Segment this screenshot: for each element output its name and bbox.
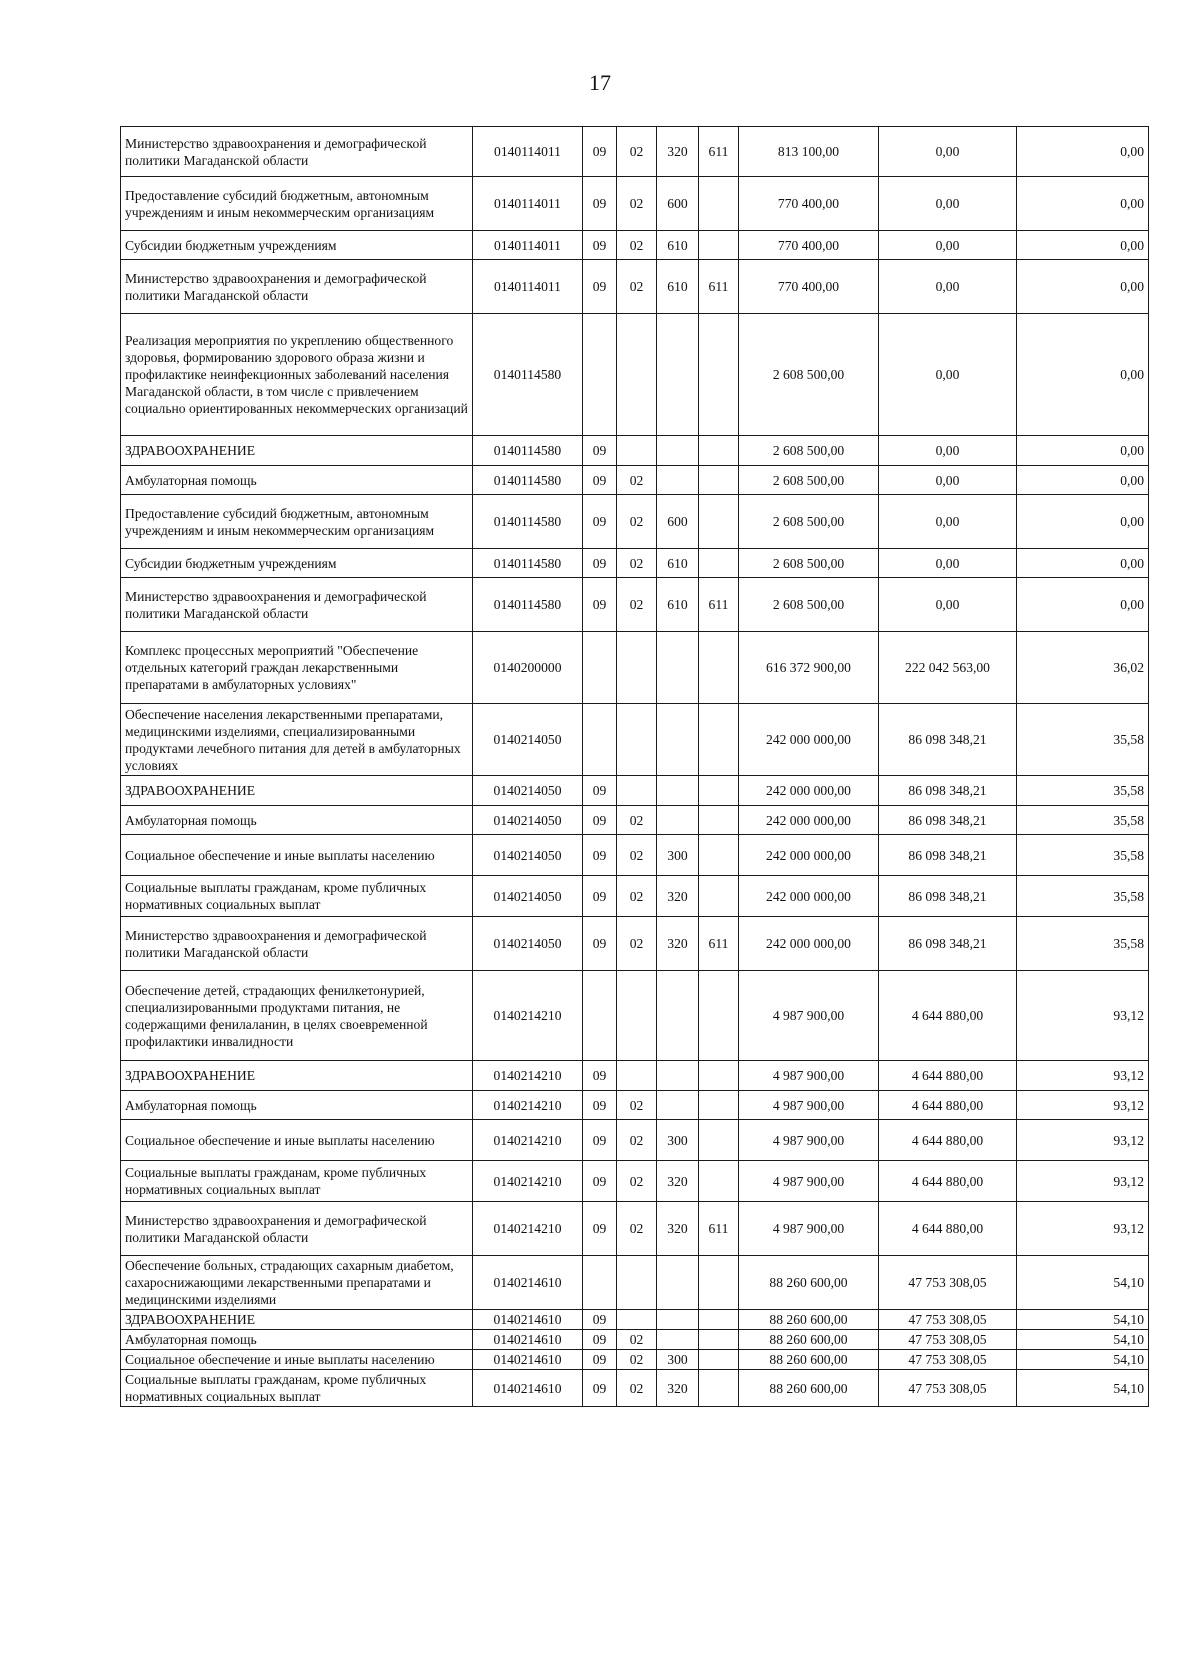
row-grbs	[699, 436, 739, 466]
row-section: 09	[583, 578, 617, 632]
table-row	[121, 231, 1149, 260]
row-planned-amount: 242 000 000,00	[739, 917, 879, 971]
row-target-code: 0140114580	[473, 495, 583, 549]
table-row	[121, 1350, 1149, 1370]
row-grbs	[699, 806, 739, 835]
row-execution-percent: 35,58	[1017, 917, 1149, 971]
row-target-code: 0140214610	[473, 1256, 583, 1310]
row-target-code: 0140114011	[473, 177, 583, 231]
table-row	[121, 549, 1149, 578]
row-expenditure-type: 300	[657, 1350, 699, 1370]
row-execution-percent: 93,12	[1017, 1161, 1149, 1202]
table-row	[121, 1120, 1149, 1161]
row-planned-amount: 88 260 600,00	[739, 1256, 879, 1310]
row-execution-percent: 0,00	[1017, 436, 1149, 466]
row-execution-percent: 54,10	[1017, 1350, 1149, 1370]
row-expenditure-type: 320	[657, 1161, 699, 1202]
row-subsection: 02	[617, 177, 657, 231]
row-executed-amount: 0,00	[879, 495, 1017, 549]
row-executed-amount: 4 644 880,00	[879, 1202, 1017, 1256]
row-grbs: 611	[699, 260, 739, 314]
row-execution-percent: 0,00	[1017, 260, 1149, 314]
row-execution-percent: 54,10	[1017, 1310, 1149, 1330]
table-row	[121, 436, 1149, 466]
row-expenditure-type: 600	[657, 177, 699, 231]
row-subsection: 02	[617, 876, 657, 917]
row-planned-amount: 2 608 500,00	[739, 495, 879, 549]
row-planned-amount: 4 987 900,00	[739, 1061, 879, 1091]
row-expenditure-type: 610	[657, 578, 699, 632]
row-target-code: 0140214210	[473, 971, 583, 1061]
row-execution-percent: 93,12	[1017, 971, 1149, 1061]
row-name: Министерство здравоохранения и демографической политики Магаданской области	[121, 260, 473, 314]
row-expenditure-type: 320	[657, 876, 699, 917]
row-planned-amount: 242 000 000,00	[739, 876, 879, 917]
row-subsection: 02	[617, 1350, 657, 1370]
row-planned-amount: 88 260 600,00	[739, 1370, 879, 1407]
row-subsection: 02	[617, 835, 657, 876]
row-section: 09	[583, 1330, 617, 1350]
row-planned-amount: 88 260 600,00	[739, 1310, 879, 1330]
row-grbs	[699, 549, 739, 578]
row-target-code: 0140214610	[473, 1330, 583, 1350]
row-name: Амбулаторная помощь	[121, 806, 473, 835]
row-section	[583, 314, 617, 436]
table-row	[121, 495, 1149, 549]
row-execution-percent: 93,12	[1017, 1061, 1149, 1091]
table-row	[121, 917, 1149, 971]
table-row	[121, 876, 1149, 917]
row-subsection: 02	[617, 917, 657, 971]
row-expenditure-type	[657, 1061, 699, 1091]
budget-table	[120, 126, 1149, 1407]
row-execution-percent: 0,00	[1017, 466, 1149, 495]
row-execution-percent: 0,00	[1017, 177, 1149, 231]
row-planned-amount: 88 260 600,00	[739, 1350, 879, 1370]
row-grbs	[699, 1061, 739, 1091]
row-grbs	[699, 1350, 739, 1370]
row-executed-amount: 0,00	[879, 314, 1017, 436]
row-executed-amount: 47 753 308,05	[879, 1370, 1017, 1407]
row-expenditure-type: 300	[657, 835, 699, 876]
row-subsection: 02	[617, 466, 657, 495]
row-target-code: 0140214210	[473, 1161, 583, 1202]
row-section: 09	[583, 1202, 617, 1256]
row-name: Министерство здравоохранения и демографической политики Магаданской области	[121, 917, 473, 971]
row-subsection: 02	[617, 231, 657, 260]
row-grbs	[699, 231, 739, 260]
row-planned-amount: 242 000 000,00	[739, 835, 879, 876]
row-executed-amount: 47 753 308,05	[879, 1350, 1017, 1370]
row-name: Министерство здравоохранения и демографической политики Магаданской области	[121, 1202, 473, 1256]
row-executed-amount: 86 098 348,21	[879, 917, 1017, 971]
row-name: Комплекс процессных мероприятий "Обеспечение отдельных категорий граждан лекарственными препаратами в амбулаторных условиях"	[121, 632, 473, 704]
row-grbs	[699, 1370, 739, 1407]
row-subsection	[617, 1310, 657, 1330]
row-expenditure-type	[657, 1330, 699, 1350]
row-executed-amount: 0,00	[879, 231, 1017, 260]
row-name: ЗДРАВООХРАНЕНИЕ	[121, 776, 473, 806]
row-target-code: 0140214050	[473, 917, 583, 971]
row-name: ЗДРАВООХРАНЕНИЕ	[121, 436, 473, 466]
row-executed-amount: 86 098 348,21	[879, 806, 1017, 835]
row-section: 09	[583, 436, 617, 466]
row-section: 09	[583, 776, 617, 806]
row-executed-amount: 4 644 880,00	[879, 1061, 1017, 1091]
row-executed-amount: 4 644 880,00	[879, 1161, 1017, 1202]
table-row	[121, 1310, 1149, 1330]
budget-table-body	[121, 127, 1149, 1407]
row-name: Субсидии бюджетным учреждениям	[121, 231, 473, 260]
row-execution-percent: 54,10	[1017, 1330, 1149, 1350]
row-planned-amount: 242 000 000,00	[739, 806, 879, 835]
row-target-code: 0140114580	[473, 436, 583, 466]
row-expenditure-type: 600	[657, 495, 699, 549]
row-expenditure-type	[657, 1310, 699, 1330]
row-name: Амбулаторная помощь	[121, 1330, 473, 1350]
row-name: Социальные выплаты гражданам, кроме публичных нормативных социальных выплат	[121, 876, 473, 917]
row-execution-percent: 35,58	[1017, 806, 1149, 835]
row-section	[583, 971, 617, 1061]
row-subsection	[617, 632, 657, 704]
row-execution-percent: 35,58	[1017, 704, 1149, 776]
row-section: 09	[583, 1061, 617, 1091]
row-planned-amount: 88 260 600,00	[739, 1330, 879, 1350]
row-executed-amount: 4 644 880,00	[879, 1120, 1017, 1161]
row-expenditure-type	[657, 1256, 699, 1310]
row-executed-amount: 47 753 308,05	[879, 1256, 1017, 1310]
row-execution-percent: 54,10	[1017, 1370, 1149, 1407]
row-expenditure-type: 320	[657, 1202, 699, 1256]
row-subsection	[617, 436, 657, 466]
row-planned-amount: 770 400,00	[739, 177, 879, 231]
row-name: Амбулаторная помощь	[121, 1091, 473, 1120]
row-expenditure-type: 320	[657, 127, 699, 177]
row-subsection: 02	[617, 1120, 657, 1161]
row-expenditure-type	[657, 632, 699, 704]
row-subsection: 02	[617, 1370, 657, 1407]
table-row	[121, 314, 1149, 436]
row-grbs	[699, 466, 739, 495]
row-grbs	[699, 495, 739, 549]
table-row	[121, 466, 1149, 495]
row-planned-amount: 4 987 900,00	[739, 1161, 879, 1202]
row-target-code: 0140214610	[473, 1370, 583, 1407]
page-number: 17	[589, 70, 611, 95]
row-planned-amount: 4 987 900,00	[739, 971, 879, 1061]
row-execution-percent: 0,00	[1017, 127, 1149, 177]
row-target-code: 0140214050	[473, 835, 583, 876]
row-section: 09	[583, 1091, 617, 1120]
row-section: 09	[583, 917, 617, 971]
row-target-code: 0140214050	[473, 776, 583, 806]
row-grbs	[699, 704, 739, 776]
row-target-code: 0140114580	[473, 314, 583, 436]
row-name: ЗДРАВООХРАНЕНИЕ	[121, 1061, 473, 1091]
row-grbs	[699, 1310, 739, 1330]
row-grbs	[699, 971, 739, 1061]
row-executed-amount: 0,00	[879, 578, 1017, 632]
row-execution-percent: 35,58	[1017, 835, 1149, 876]
row-name: Субсидии бюджетным учреждениям	[121, 549, 473, 578]
row-subsection: 02	[617, 127, 657, 177]
row-planned-amount: 813 100,00	[739, 127, 879, 177]
table-row	[121, 127, 1149, 177]
row-planned-amount: 770 400,00	[739, 231, 879, 260]
row-expenditure-type	[657, 466, 699, 495]
row-subsection	[617, 1061, 657, 1091]
row-section: 09	[583, 495, 617, 549]
row-executed-amount: 222 042 563,00	[879, 632, 1017, 704]
row-subsection: 02	[617, 806, 657, 835]
row-section	[583, 704, 617, 776]
row-execution-percent: 54,10	[1017, 1256, 1149, 1310]
row-target-code: 0140114580	[473, 466, 583, 495]
row-planned-amount: 4 987 900,00	[739, 1120, 879, 1161]
row-target-code: 0140114580	[473, 578, 583, 632]
table-row	[121, 1370, 1149, 1407]
row-planned-amount: 242 000 000,00	[739, 776, 879, 806]
row-name: Министерство здравоохранения и демографической политики Магаданской области	[121, 578, 473, 632]
row-subsection	[617, 776, 657, 806]
row-section: 09	[583, 1120, 617, 1161]
table-row	[121, 260, 1149, 314]
row-target-code: 0140214210	[473, 1120, 583, 1161]
table-row	[121, 1330, 1149, 1350]
row-planned-amount: 770 400,00	[739, 260, 879, 314]
row-section: 09	[583, 260, 617, 314]
row-name: ЗДРАВООХРАНЕНИЕ	[121, 1310, 473, 1330]
row-executed-amount: 86 098 348,21	[879, 835, 1017, 876]
row-target-code: 0140214610	[473, 1350, 583, 1370]
row-executed-amount: 0,00	[879, 466, 1017, 495]
row-section: 09	[583, 127, 617, 177]
row-execution-percent: 0,00	[1017, 495, 1149, 549]
table-row	[121, 1091, 1149, 1120]
table-row	[121, 835, 1149, 876]
row-planned-amount: 2 608 500,00	[739, 314, 879, 436]
row-executed-amount: 47 753 308,05	[879, 1310, 1017, 1330]
row-target-code: 0140114011	[473, 127, 583, 177]
row-grbs	[699, 314, 739, 436]
row-grbs	[699, 177, 739, 231]
row-section: 09	[583, 1370, 617, 1407]
row-subsection: 02	[617, 260, 657, 314]
row-expenditure-type	[657, 704, 699, 776]
row-grbs	[699, 835, 739, 876]
row-subsection: 02	[617, 1091, 657, 1120]
row-name: Обеспечение больных, страдающих сахарным диабетом, сахароснижающими лекарственными препаратами и медицинскими изделиями	[121, 1256, 473, 1310]
table-row	[121, 1256, 1149, 1310]
row-target-code: 0140214050	[473, 806, 583, 835]
row-section: 09	[583, 231, 617, 260]
row-name: Предоставление субсидий бюджетным, автономным учреждениям и иным некоммерческим организациям	[121, 177, 473, 231]
row-expenditure-type	[657, 776, 699, 806]
row-grbs	[699, 1161, 739, 1202]
row-executed-amount: 86 098 348,21	[879, 876, 1017, 917]
row-target-code: 0140114011	[473, 231, 583, 260]
row-planned-amount: 4 987 900,00	[739, 1202, 879, 1256]
row-planned-amount: 2 608 500,00	[739, 549, 879, 578]
row-target-code: 0140114580	[473, 549, 583, 578]
row-grbs	[699, 776, 739, 806]
row-section: 09	[583, 1310, 617, 1330]
row-grbs: 611	[699, 127, 739, 177]
row-execution-percent: 0,00	[1017, 549, 1149, 578]
row-section: 09	[583, 549, 617, 578]
row-name: Социальное обеспечение и иные выплаты населению	[121, 1120, 473, 1161]
row-name: Социальное обеспечение и иные выплаты населению	[121, 1350, 473, 1370]
row-name: Министерство здравоохранения и демографической политики Магаданской области	[121, 127, 473, 177]
row-execution-percent: 0,00	[1017, 578, 1149, 632]
row-section: 09	[583, 1350, 617, 1370]
row-execution-percent: 0,00	[1017, 314, 1149, 436]
table-row	[121, 704, 1149, 776]
row-expenditure-type	[657, 436, 699, 466]
row-executed-amount: 0,00	[879, 177, 1017, 231]
row-target-code: 0140114011	[473, 260, 583, 314]
row-planned-amount: 616 372 900,00	[739, 632, 879, 704]
row-section: 09	[583, 876, 617, 917]
row-target-code: 0140214210	[473, 1091, 583, 1120]
table-row	[121, 177, 1149, 231]
row-target-code: 0140214050	[473, 704, 583, 776]
row-target-code: 0140214210	[473, 1202, 583, 1256]
row-executed-amount: 4 644 880,00	[879, 1091, 1017, 1120]
row-section: 09	[583, 835, 617, 876]
table-row	[121, 578, 1149, 632]
row-section: 09	[583, 466, 617, 495]
table-row	[121, 776, 1149, 806]
row-grbs: 611	[699, 1202, 739, 1256]
row-expenditure-type: 610	[657, 260, 699, 314]
row-name: Предоставление субсидий бюджетным, автономным учреждениям и иным некоммерческим организациям	[121, 495, 473, 549]
row-planned-amount: 2 608 500,00	[739, 436, 879, 466]
row-section: 09	[583, 1161, 617, 1202]
row-planned-amount: 2 608 500,00	[739, 466, 879, 495]
row-executed-amount: 0,00	[879, 260, 1017, 314]
row-grbs	[699, 1120, 739, 1161]
row-executed-amount: 4 644 880,00	[879, 971, 1017, 1061]
row-subsection	[617, 314, 657, 436]
row-expenditure-type	[657, 971, 699, 1061]
row-section	[583, 632, 617, 704]
row-name: Обеспечение детей, страдающих фенилкетонурией, специализированными продуктами питания, не содержащими фенилаланин, в целях своевременной профилактики инвалидности	[121, 971, 473, 1061]
table-row	[121, 1202, 1149, 1256]
row-execution-percent: 0,00	[1017, 231, 1149, 260]
row-execution-percent: 35,58	[1017, 776, 1149, 806]
row-grbs	[699, 876, 739, 917]
row-executed-amount: 86 098 348,21	[879, 704, 1017, 776]
row-name: Амбулаторная помощь	[121, 466, 473, 495]
row-target-code: 0140200000	[473, 632, 583, 704]
row-grbs: 611	[699, 578, 739, 632]
row-section	[583, 1256, 617, 1310]
row-grbs	[699, 1330, 739, 1350]
row-grbs	[699, 1091, 739, 1120]
row-name: Реализация мероприятия по укреплению общественного здоровья, формированию здорового образа жизни и профилактике неинфекционных заболеваний населения Магаданской области, в том числе с привлечением социально ориентированных некоммерческих организаций	[121, 314, 473, 436]
row-name: Социальные выплаты гражданам, кроме публичных нормативных социальных выплат	[121, 1370, 473, 1407]
row-planned-amount: 2 608 500,00	[739, 578, 879, 632]
row-expenditure-type: 320	[657, 917, 699, 971]
table-row	[121, 1161, 1149, 1202]
row-execution-percent: 35,58	[1017, 876, 1149, 917]
row-grbs	[699, 1256, 739, 1310]
row-execution-percent: 93,12	[1017, 1202, 1149, 1256]
row-execution-percent: 36,02	[1017, 632, 1149, 704]
row-executed-amount: 0,00	[879, 127, 1017, 177]
table-row	[121, 806, 1149, 835]
row-subsection: 02	[617, 1161, 657, 1202]
row-subsection: 02	[617, 549, 657, 578]
row-section: 09	[583, 806, 617, 835]
row-grbs: 611	[699, 917, 739, 971]
row-name: Социальные выплаты гражданам, кроме публичных нормативных социальных выплат	[121, 1161, 473, 1202]
row-planned-amount: 4 987 900,00	[739, 1091, 879, 1120]
row-target-code: 0140214210	[473, 1061, 583, 1091]
row-executed-amount: 47 753 308,05	[879, 1330, 1017, 1350]
row-expenditure-type: 610	[657, 231, 699, 260]
row-expenditure-type	[657, 806, 699, 835]
row-subsection: 02	[617, 495, 657, 549]
table-row	[121, 971, 1149, 1061]
row-target-code: 0140214610	[473, 1310, 583, 1330]
row-executed-amount: 0,00	[879, 549, 1017, 578]
row-expenditure-type: 320	[657, 1370, 699, 1407]
row-grbs	[699, 632, 739, 704]
row-executed-amount: 0,00	[879, 436, 1017, 466]
row-subsection: 02	[617, 1330, 657, 1350]
row-planned-amount: 242 000 000,00	[739, 704, 879, 776]
row-executed-amount: 86 098 348,21	[879, 776, 1017, 806]
row-subsection	[617, 971, 657, 1061]
row-subsection: 02	[617, 578, 657, 632]
table-row	[121, 1061, 1149, 1091]
row-expenditure-type	[657, 1091, 699, 1120]
row-name: Социальное обеспечение и иные выплаты населению	[121, 835, 473, 876]
row-expenditure-type: 300	[657, 1120, 699, 1161]
row-target-code: 0140214050	[473, 876, 583, 917]
row-subsection	[617, 1256, 657, 1310]
row-expenditure-type	[657, 314, 699, 436]
row-name: Обеспечение населения лекарственными препаратами, медицинскими изделиями, специализированными продуктами лечебного питания для детей в амбулаторных условиях	[121, 704, 473, 776]
row-subsection: 02	[617, 1202, 657, 1256]
row-section: 09	[583, 177, 617, 231]
row-execution-percent: 93,12	[1017, 1091, 1149, 1120]
table-row	[121, 632, 1149, 704]
row-execution-percent: 93,12	[1017, 1120, 1149, 1161]
row-subsection	[617, 704, 657, 776]
row-expenditure-type: 610	[657, 549, 699, 578]
